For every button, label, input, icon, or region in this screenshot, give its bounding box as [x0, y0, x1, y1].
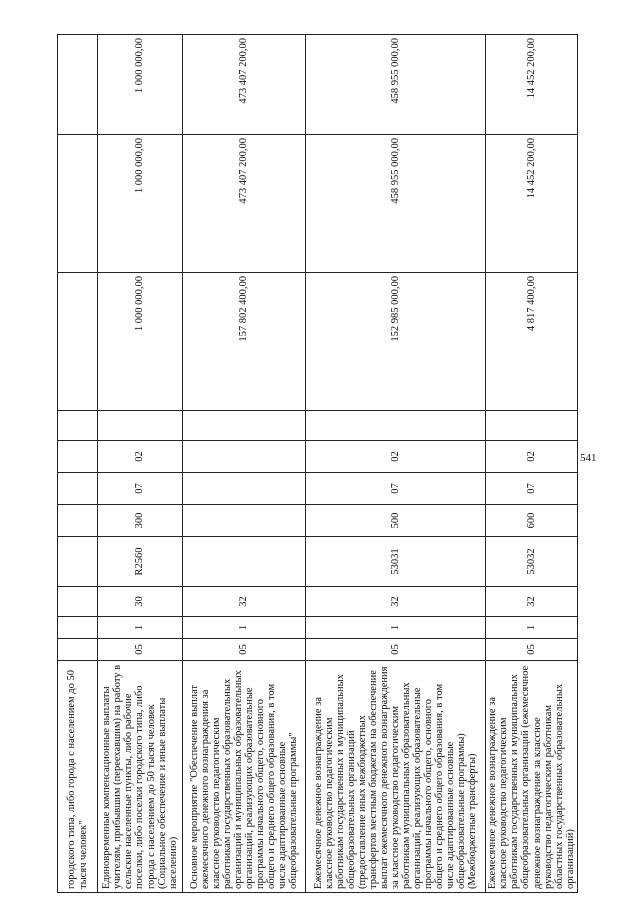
subsection-code: 02 [306, 441, 486, 473]
rotated-page-content [57, 11, 579, 893]
event-code: 32 [183, 587, 306, 617]
table-row [486, 35, 578, 893]
row-description: Основное мероприятие "Обеспечение выплат ежемесячного денежного вознаграждения за классное руководство педагогическим работникам государственных образовательных организаций и муниципальных образовательных организаций, реализующих образовательные программы начального общего, основного общего и среднего общего образования, в том числе адаптированные основные общеобразовательные программы" [183, 661, 306, 893]
expense-type-code [58, 505, 98, 537]
section-code [58, 473, 98, 505]
program-code: 05 [98, 639, 183, 661]
empty-cell [306, 411, 486, 441]
amount-cell: 14 452 200,00 [486, 35, 578, 135]
section-code: 07 [486, 473, 578, 505]
subprogram-code: 1 [486, 617, 578, 639]
amount-cell: 473 407 200,00 [183, 135, 306, 273]
event-code: 30 [98, 587, 183, 617]
amount-cell: 157 802 400,00 [183, 273, 306, 411]
amount-cell: 1 000 000,00 [98, 273, 183, 411]
amount-cell: 473 407 200,00 [183, 35, 306, 135]
empty-cell [486, 411, 578, 441]
amount-cell: 1 000 000,00 [98, 135, 183, 273]
amount-cell: 458 955 000,00 [306, 135, 486, 273]
direction-code: 53032 [486, 537, 578, 587]
expense-type-code: 500 [306, 505, 486, 537]
amount-cell: 458 955 000,00 [306, 35, 486, 135]
subprogram-code: 1 [306, 617, 486, 639]
subsection-code [183, 441, 306, 473]
expense-type-code: 600 [486, 505, 578, 537]
direction-code [58, 537, 98, 587]
page-number: 541 [580, 452, 597, 464]
amount-cell: 152 985 000,00 [306, 273, 486, 411]
row-description: Единовременные компенсационные выплаты учителям, прибывшим (переехавшим) на работу в сельские населенные пункты, либо рабочие поселки, либо поселки городского типа, либо города с населением до 50 тысяч человек (Социальное обеспечение и иные выплаты населению) [98, 661, 183, 893]
subsection-code: 02 [486, 441, 578, 473]
section-code [183, 473, 306, 505]
event-code [58, 587, 98, 617]
section-code: 07 [306, 473, 486, 505]
program-code: 05 [306, 639, 486, 661]
program-code: 05 [183, 639, 306, 661]
subprogram-code: 1 [98, 617, 183, 639]
table-row [98, 35, 183, 893]
event-code: 32 [306, 587, 486, 617]
expense-type-code: 300 [98, 505, 183, 537]
table-row [306, 35, 486, 893]
table-row [183, 35, 306, 893]
budget-table [57, 34, 578, 893]
amount-cell [58, 273, 98, 411]
section-code: 07 [98, 473, 183, 505]
direction-code [183, 537, 306, 587]
row-description: Ежемесячное денежное вознаграждение за классное руководство педагогическим работникам государственных и муниципальных общеобразовательных организаций (предоставление иных межбюджетных трансфертов местным бюджетам на обеспечение выплат ежемесячного денежного вознаграждения за классное руководство педагогическим работникам муниципальных образовательных организаций, реализующих образовательные программы начального общего, основного общего и среднего общего образования, в том числе адаптированные основные общеобразовательные программы) (Межбюджетные трансферты) [306, 661, 486, 893]
empty-cell [58, 411, 98, 441]
amount-cell [58, 135, 98, 273]
event-code: 32 [486, 587, 578, 617]
table-row [58, 35, 98, 893]
amount-cell: 4 817 400,00 [486, 273, 578, 411]
row-description: городского типа, либо города с населением до 50 тысяч человек" [58, 661, 98, 893]
direction-code: R2560 [98, 537, 183, 587]
subprogram-code [58, 617, 98, 639]
subprogram-code: 1 [183, 617, 306, 639]
empty-cell [98, 411, 183, 441]
empty-cell [183, 411, 306, 441]
row-description: Ежемесячное денежное вознаграждение за классное руководство педагогическим работникам государственных и муниципальных общеобразовательных организаций (ежемесячное денежное вознаграждение за классное руководство педагогическим работникам областных государственных образовательных организаций) [486, 661, 578, 893]
amount-cell: 14 452 200,00 [486, 135, 578, 273]
subsection-code: 02 [98, 441, 183, 473]
expense-type-code [183, 505, 306, 537]
program-code [58, 639, 98, 661]
amount-cell [58, 35, 98, 135]
subsection-code [58, 441, 98, 473]
amount-cell: 1 000 000,00 [98, 35, 183, 135]
program-code: 05 [486, 639, 578, 661]
direction-code: 53031 [306, 537, 486, 587]
